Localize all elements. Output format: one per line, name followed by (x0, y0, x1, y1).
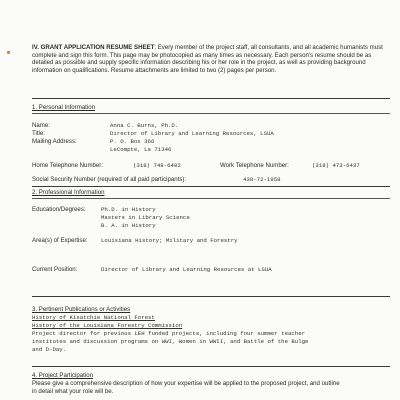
activities-line: Project director for previous LEH funded projects, including four summer teacher (32, 330, 306, 337)
divider (32, 198, 390, 199)
section-title-personal: 1. Personal Information (32, 104, 96, 111)
intro-text: : Every member of the project staff, all consultants, and all academic humanists must complete and sign this form. This page may be photocopied as many times as necessary. Each person's resume should be as detailed as possible and supply specific information describing his or her role in the project, as well as providing background information on qualifications. Resume attachments are limited to two (2) pages per person. (32, 44, 383, 74)
divider (32, 366, 390, 367)
education-degree: B. A. in History (101, 222, 156, 229)
activities-line: institutes and discussion programs on WWI, Women in WWII, and Battle of the Bulge (32, 338, 309, 345)
participation-instructions: in detail what your role will be. (32, 388, 114, 395)
ssn-label: Social Security Number (required of all paid participants): (32, 176, 187, 183)
divider (32, 186, 390, 187)
work-phone-label: Work Telephone Number: (220, 162, 289, 169)
name-value: Anna C. Burns, Ph.D. (110, 122, 179, 129)
divider (32, 296, 390, 297)
address-line1: P. O. Box 366 (110, 138, 155, 145)
section-title-professional: 2. Professional Information (32, 189, 105, 196)
divider (32, 98, 390, 99)
home-phone-label: Home Telephone Number: (32, 162, 104, 169)
margin-mark (7, 51, 10, 54)
intro-paragraph (32, 44, 388, 74)
section-title-participation: 4. Project Participation (32, 372, 93, 379)
activities-line: and D-Day. (32, 346, 67, 353)
expertise-label: Area(s) of Expertise: (32, 237, 88, 244)
address-line2: LeCompte, La 71346 (110, 146, 172, 153)
title-label: Title: (32, 130, 45, 137)
publication-title: History of the Louisiana Forestry Commission (32, 322, 183, 329)
form-heading: IV. GRANT APPLICATION RESUME SHEET (32, 44, 155, 51)
ssn-value: 438-72-1958 (243, 176, 281, 183)
title-value: Director of Library and Learning Resources, LSUA (110, 130, 274, 137)
home-phone-value: (318) 748-6402 (133, 162, 181, 169)
work-phone-value: (318) 473-6437 (312, 162, 360, 169)
expertise-value: Louisiana History; Military and Forestry (101, 237, 238, 244)
education-degree: Ph.D. in History (101, 206, 156, 213)
publication-title: History of Kisatchie National Forest (32, 314, 155, 321)
position-value: Director of Library and Learning Resources at LSUA (101, 266, 272, 273)
address-label: Mailing Address: (32, 138, 77, 145)
divider (32, 113, 390, 114)
section-title-publications: 3. Pertinent Publications or Activities (32, 306, 131, 313)
position-label: Current Position: (32, 266, 78, 273)
education-degree: Masters in Library Science (101, 214, 190, 221)
participation-instructions: Please give a comprehensive description of how your expertise will be applied to the proposed project, and outline (32, 380, 340, 387)
education-label: Education/Degrees: (32, 206, 86, 213)
name-label: Name: (32, 122, 50, 129)
